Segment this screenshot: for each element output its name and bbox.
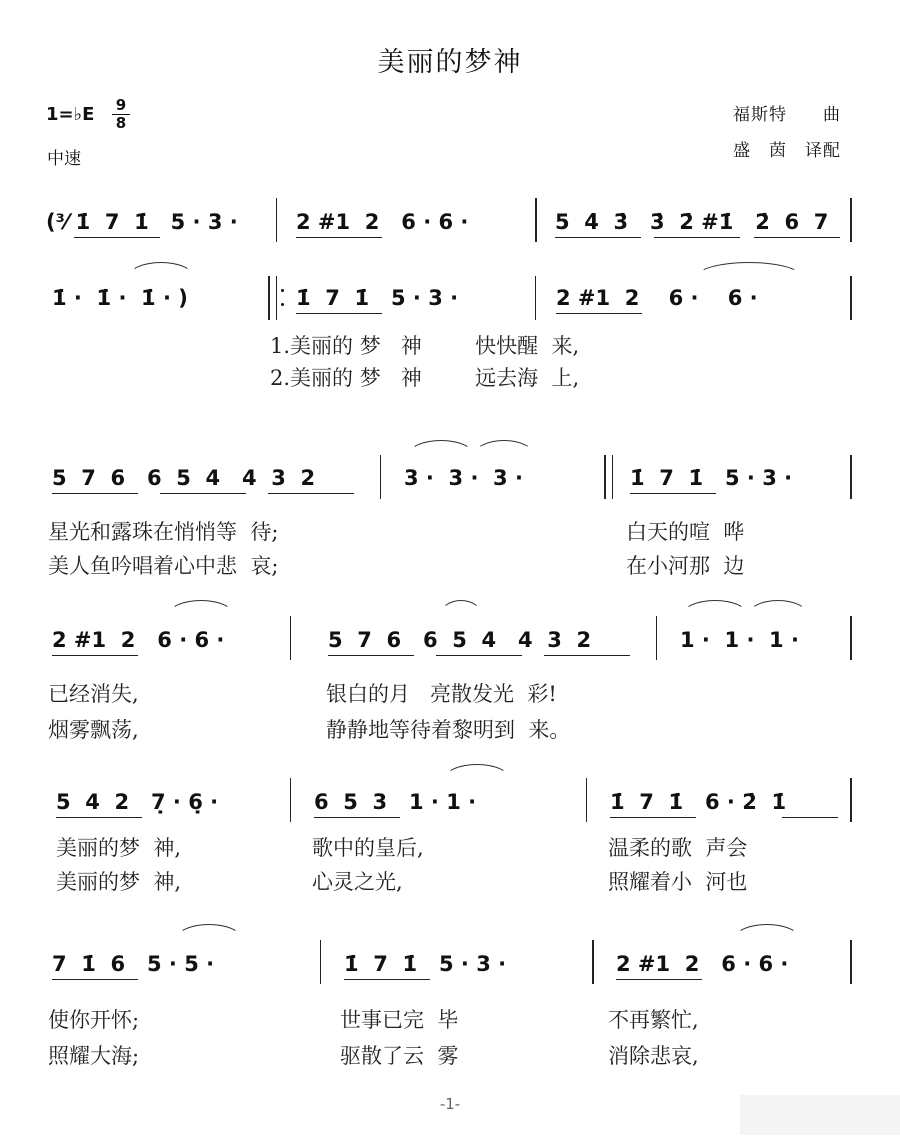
row1-measure1: (³⁄ 1̇ 7 1̇ 5 · 3 · [46,210,238,234]
tie-slur [748,600,808,615]
tie-slur [474,440,534,455]
tie-slur [168,600,234,615]
row5-lyric-verse1: 歌中的皇后, [312,836,424,860]
tie-slur [444,764,510,779]
row6-lyric-verse2: 照耀大海; [48,1044,140,1068]
row3-lyric-verse1: 星光和露珠在悄悄等 待; [48,520,279,544]
barline [380,455,381,499]
row2-measure1: 1̇ · 1̇ · 1̇ · ) [52,286,188,310]
barline [586,778,587,822]
song-title: 美丽的梦神 [377,47,523,78]
row2-lyric-verse1: 1.美丽的 梦 神 快快醒 来, [270,334,580,358]
row3-measure1: 5 7 6 6 5 4 4 3 2 [52,466,316,490]
row5-lyric-verse2: 心灵之光, [312,870,403,894]
beam [296,313,382,314]
row6-lyric-verse1: 不再繁忙, [608,1008,699,1032]
row4-lyric-verse2: 烟雾飘荡, [48,718,139,742]
row3-lyric-verse2: 在小河那 边 [626,554,745,578]
tie-slur [128,262,194,277]
composer-credit: 福斯特 曲 [733,105,841,125]
repeat-dot [281,303,284,306]
row6-measure1: 7 1̇ 6 5 · 5 · [52,952,215,976]
row4-measure3: 1 · 1 · 1 · [680,628,799,652]
beam [630,493,716,494]
beam [56,817,142,818]
barline [290,616,291,660]
beam [314,817,400,818]
barline [850,455,852,499]
beam [616,979,702,980]
beam [344,979,430,980]
row3-lyric-verse2: 美人鱼吟唱着心中悲 哀; [48,554,279,578]
barline [656,616,657,660]
row6-lyric-verse1: 世事已完 毕 [340,1008,459,1032]
key-signature: 1=♭E [46,104,95,125]
row2-measure3: 2 #1 2 6 · 6 · [556,286,758,310]
beam [654,237,740,238]
beam [436,655,522,656]
row4-lyric-verse1: 银白的月 亮散发光 彩! [326,682,557,706]
row5-lyric-verse2: 美丽的梦 神, [56,870,182,894]
barline [276,198,277,242]
row5-measure2: 6 5 3 1 · 1 · [314,790,477,814]
beam [610,817,696,818]
meter-top: 9 [112,97,130,115]
tie-slur [408,440,474,455]
row5-lyric-verse1: 美丽的梦 神, [56,836,182,860]
beam [160,493,246,494]
barline [320,940,321,984]
row4-lyric-verse1: 已经消失, [48,682,139,706]
row6-lyric-verse2: 消除悲哀, [608,1044,699,1068]
meter-bottom: 8 [115,114,127,132]
row6-lyric-verse1: 使你开怀; [48,1008,140,1032]
row6-lyric-verse2: 驱散了云 雾 [340,1044,459,1068]
repeat-start-barline [268,276,277,320]
beam [52,493,138,494]
barline [535,198,537,242]
row5-measure3: 1̇ 7 1̇ 6 · 2̇ 1̇ [610,790,787,814]
beam [328,655,414,656]
row3-lyric-verse1: 白天的喧 哗 [626,520,745,544]
beam [52,655,138,656]
beam [74,237,160,238]
barline [850,276,852,320]
repeat-dot [281,289,284,292]
row4-lyric-verse2: 静静地等待着黎明到 来。 [326,718,571,742]
beam [782,817,838,818]
tie-slur [176,924,242,939]
beam [544,655,630,656]
barline [290,778,291,822]
row6-measure2: 1̇ 7 1̇ 5 · 3 · [344,952,507,976]
row1-measure3: 5 4̇ 3̇ 3̇ 2̇ #1̇ 2̇ 6 7 [555,210,829,234]
double-barline [604,455,613,499]
translator-credit: 盛 茵 译配 [733,141,841,161]
barline [850,198,852,242]
row2-lyric-verse2: 2.美丽的 梦 神 远去海 上, [270,366,580,390]
barline [592,940,594,984]
barline [850,616,852,660]
beam [52,979,138,980]
beam [296,237,382,238]
row3-measure3: 1̇ 7 1̇ 5 · 3 · [630,466,793,490]
beam [754,237,840,238]
row2-measure2: 1̇ 7 1̇ 5 · 3 · [296,286,459,310]
row3-measure2: 3 · 3 · 3 · [404,466,523,490]
beam [268,493,354,494]
beam [556,313,642,314]
barline [850,940,852,984]
row5-lyric-verse2: 照耀着小 河也 [608,870,748,894]
tie-slur [734,924,800,939]
row1-measure2: 2 #1 2 6 · 6 · [296,210,469,234]
time-signature [112,97,130,132]
row6-measure3: 2 #1 2 6 · 6 · [616,952,789,976]
tempo-marking: 中速 [47,149,81,169]
row4-measure1: 2 #1 2 6 · 6 · [52,628,225,652]
tie-slur [696,262,802,277]
barline [535,276,536,320]
beam [555,237,641,238]
page-number: -1- [439,1095,461,1113]
row4-measure2: 5 7 6 6 5 4 4 3 2 [328,628,592,652]
row5-lyric-verse1: 温柔的歌 声会 [608,836,748,860]
barline [850,778,852,822]
row5-measure1: 5 4 2 7̣ · 6̣ · [56,790,219,814]
tie-slur [682,600,748,615]
tie-slur [440,600,482,615]
